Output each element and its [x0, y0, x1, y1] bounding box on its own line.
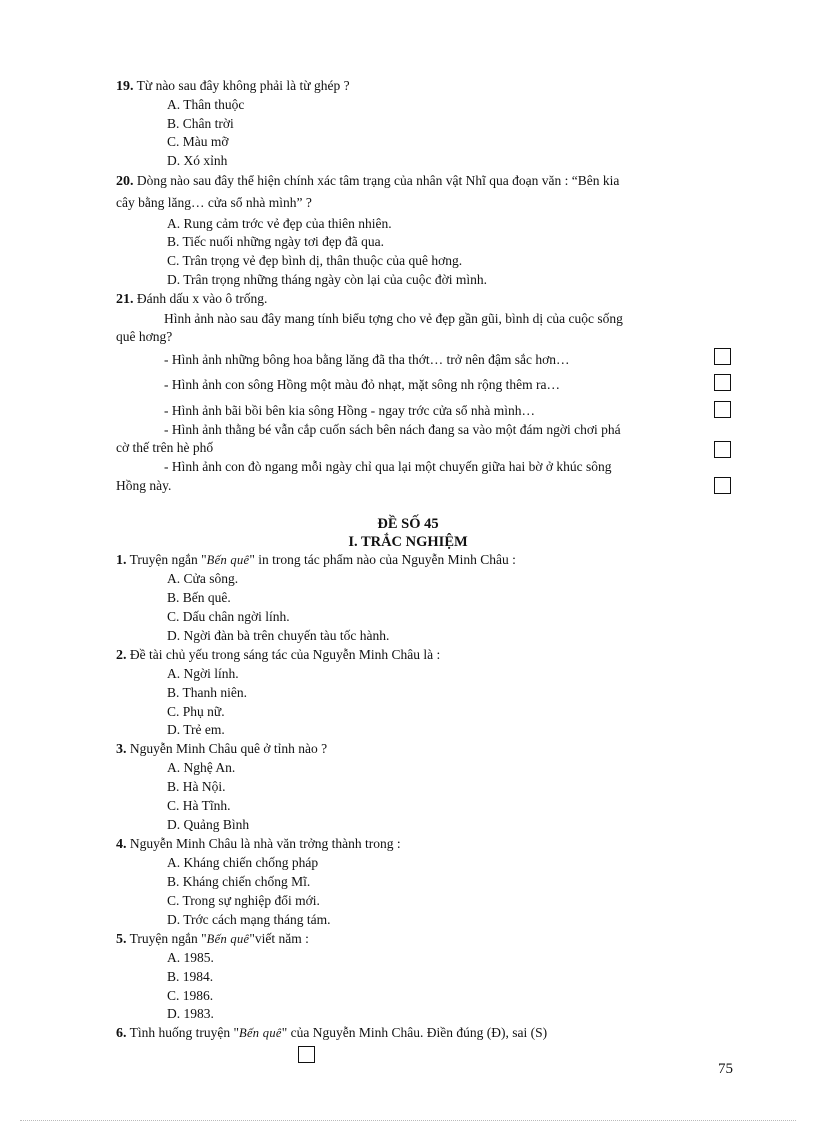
q21-number: 21. — [116, 292, 134, 307]
s2-question — [116, 647, 440, 664]
s3-text: Nguyễn Minh Châu quê ở tỉnh nào ? — [126, 741, 328, 756]
s2-number: 2. — [116, 648, 127, 663]
q21-item-5-line1: - Hình ảnh con đò ngang mỗi ngày chỉ qua lại một chuyến giữa hai bờ ở khúc sông — [164, 459, 612, 474]
s4-option-a: A. Kháng chiến chống pháp — [167, 855, 319, 870]
s4-option-c: C. Trong sự nghiệp đổi mới. — [167, 893, 320, 908]
q21-item-4-line2: cờ thế trên hè phố — [116, 440, 214, 455]
s2-option-b: B. Thanh niên. — [167, 685, 247, 700]
q21-checkbox-5[interactable] — [714, 477, 731, 494]
q21-prompt-line2: quê hơng? — [116, 329, 173, 344]
q20-option-a: A. Rung cảm trớc vẻ đẹp của thiên nhiên. — [167, 216, 392, 231]
q20-option-b: B. Tiếc nuối những ngày tơi đẹp đã qua. — [167, 234, 384, 249]
q21-checkbox-2[interactable] — [714, 374, 731, 391]
s3-question — [116, 741, 327, 758]
q20-text-line1: Dòng nào sau đây thể hiện chính xác tâm trạng của nhân vật Nhĩ qua đoạn văn : “Bên kia — [133, 173, 620, 188]
q21-item-4-line1: - Hình ảnh thằng bé vẫn cắp cuốn sách bên nách đang sa vào một đám ngời chơi phá — [164, 422, 621, 437]
s4-option-b: B. Kháng chiến chống Mĩ. — [167, 874, 311, 889]
s2-option-d: D. Trẻ em. — [167, 722, 225, 737]
s5-number: 5. — [116, 932, 127, 947]
s5-text-pre: Truyện ngắn " — [126, 931, 207, 946]
q21-text: Đánh dấu x vào ô trống. — [133, 291, 268, 306]
s6-text-pre: Tình huống truyện " — [126, 1025, 240, 1040]
q19-option-b: B. Chân trời — [167, 116, 234, 131]
q19-question — [116, 78, 350, 95]
s6-text-post: " của Nguyễn Minh Châu. Điền đúng (Đ), sai (S) — [281, 1025, 548, 1040]
s3-option-a: A. Nghệ An. — [167, 760, 236, 775]
s1-text-post: " in trong tác phẩm nào của Nguyễn Minh Châu : — [249, 552, 516, 567]
s4-option-d: D. Trớc cách mạng tháng tám. — [167, 912, 331, 927]
section-title: ĐỀ SỐ 45 — [377, 516, 439, 532]
s5-work-title: Bến quê — [206, 932, 250, 946]
s5-option-a: A. 1985. — [167, 950, 214, 965]
s6-number: 6. — [116, 1026, 127, 1041]
q19-option-d: D. Xó xỉnh — [167, 153, 228, 168]
q21-question — [116, 291, 267, 308]
s6-question — [116, 1025, 547, 1042]
s1-option-d: D. Ngời đàn bà trên chuyến tàu tốc hành. — [167, 628, 390, 643]
s6-work-title: Bến quê — [239, 1026, 282, 1040]
s2-text: Đề tài chủ yếu trong sáng tác của Nguyễn Minh Châu là : — [126, 647, 441, 662]
s1-number: 1. — [116, 553, 127, 568]
q21-prompt-line1: Hình ảnh nào sau đây mang tính biểu tợng cho vẻ đẹp gần gũi, bình dị của cuộc sống — [164, 311, 623, 326]
s5-question — [116, 931, 309, 948]
s4-question — [116, 836, 401, 853]
q21-item-5-line2: Hồng này. — [116, 478, 172, 493]
s1-option-c: C. Dấu chân ngời lính. — [167, 609, 290, 624]
q20-number: 20. — [116, 174, 134, 189]
q21-checkbox-3[interactable] — [714, 401, 731, 418]
q20-text-line2: cây bằng lăng… cửa sổ nhà mình” ? — [116, 195, 312, 210]
s1-text-pre: Truyện ngắn " — [126, 552, 207, 567]
q21-checkbox-1[interactable] — [714, 348, 731, 365]
s4-text: Nguyễn Minh Châu là nhà văn trởng thành trong : — [126, 836, 401, 851]
s2-option-a: A. Ngời lính. — [167, 666, 239, 681]
s5-text-post: "viết năm : — [249, 931, 309, 946]
s5-option-b: B. 1984. — [167, 969, 214, 984]
q21-item-1: - Hình ảnh những bông hoa bằng lăng đã tha thớt… trở nên đậm sắc hơn… — [164, 352, 570, 367]
q19-number: 19. — [116, 79, 134, 94]
s1-option-a: A. Cửa sông. — [167, 571, 239, 586]
s3-option-c: C. Hà Tĩnh. — [167, 798, 231, 813]
s3-option-b: B. Hà Nội. — [167, 779, 226, 794]
q20-question-line1 — [116, 173, 619, 190]
s4-number: 4. — [116, 837, 127, 852]
s1-work-title: Bến quê — [206, 553, 250, 567]
s1-question — [116, 552, 516, 569]
page-number: 75 — [718, 1061, 733, 1077]
q20-option-c: C. Trân trọng vẻ đẹp bình dị, thân thuộc của quê hơng. — [167, 253, 463, 268]
q19-option-c: C. Màu mỡ — [167, 134, 229, 149]
q21-item-3: - Hình ảnh bãi bồi bên kia sông Hồng - ngay trớc cửa sổ nhà mình… — [164, 403, 536, 418]
s3-number: 3. — [116, 742, 127, 757]
bottom-divider — [20, 1120, 796, 1121]
section-subtitle: I. TRẮC NGHIỆM — [348, 534, 468, 550]
s6-checkbox[interactable] — [298, 1046, 315, 1063]
q20-option-d: D. Trân trọng những tháng ngày còn lại của cuộc đời mình. — [167, 272, 488, 287]
s3-option-d: D. Quảng Bình — [167, 817, 250, 832]
s5-option-d: D. 1983. — [167, 1006, 214, 1021]
q21-checkbox-4[interactable] — [714, 441, 731, 458]
s1-option-b: B. Bến quê. — [167, 590, 231, 605]
s2-option-c: C. Phụ nữ. — [167, 704, 225, 719]
q19-text: Từ nào sau đây không phải là từ ghép ? — [133, 78, 350, 93]
q21-item-2: - Hình ảnh con sông Hồng một màu đỏ nhạt, mặt sông nh rộng thêm ra… — [164, 377, 560, 392]
q19-option-a: A. Thân thuộc — [167, 97, 245, 112]
s5-option-c: C. 1986. — [167, 988, 214, 1003]
